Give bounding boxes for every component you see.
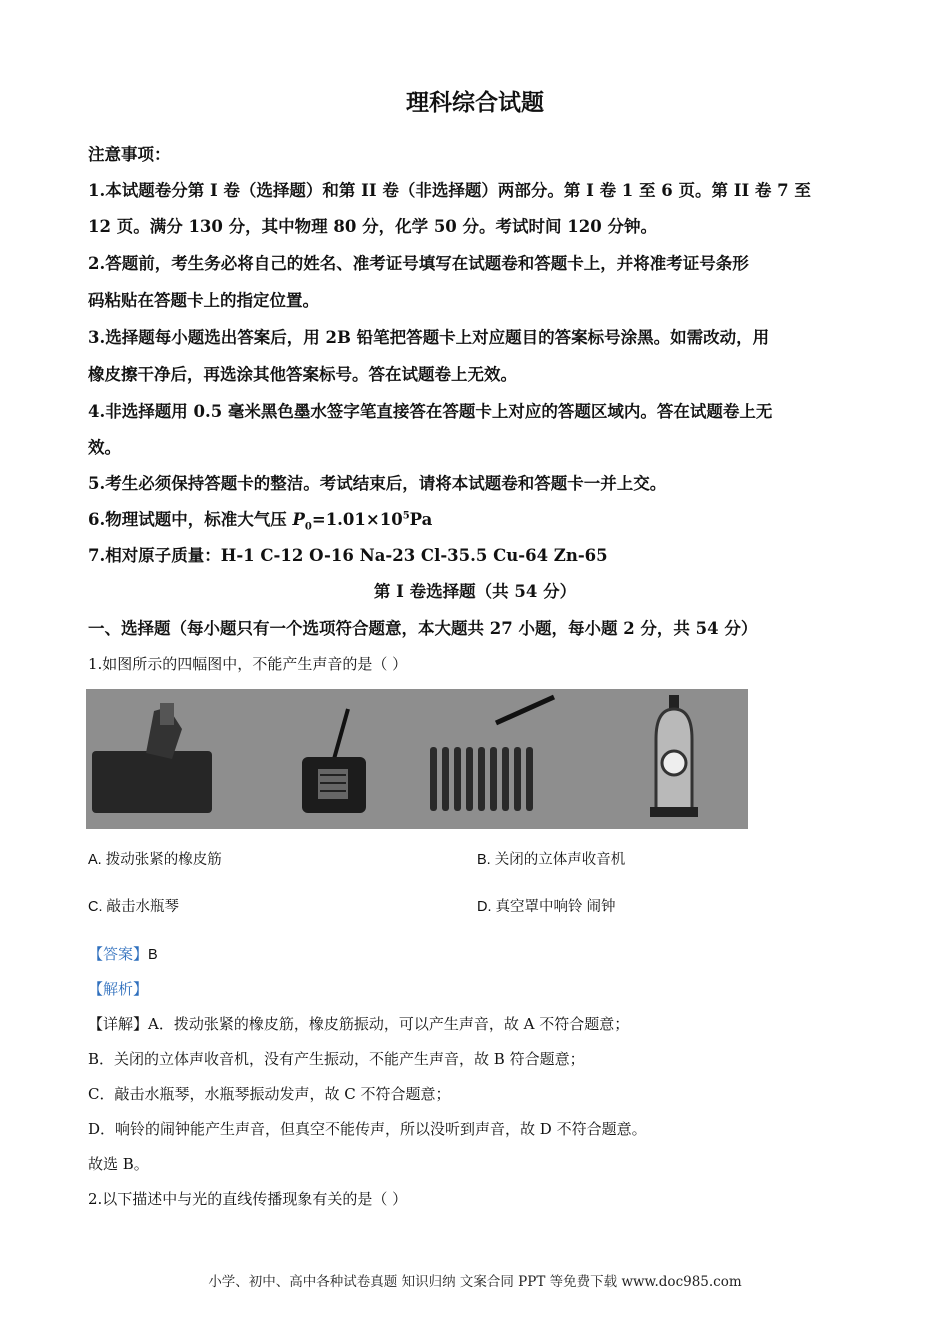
notice-line-1: 1.本试题卷分第 I 卷（选择题）和第 II 卷（非选择题）两部分。第 I 卷 1 至 6 页。第 II 卷 7 至 — [88, 181, 811, 200]
section-title: 一、选择题（每小题只有一个选项符合题意，本大题共 27 小题，每小题 2 分，共 54 分） — [88, 619, 758, 638]
page-title: 理科综合试题 — [406, 89, 544, 116]
notice-line-10: 6.物理试题中，标准大气压 $P_0=1.01\times 10^5Pa$ — [88, 510, 433, 533]
notice-line-3: 2.答题前，考生务必将自己的姓名、准考证号填写在试题卷和答题卡上，并将准考证号条形 — [88, 254, 749, 273]
notice-line-5: 3.选择题每小题选出答案后，用 2B 铅笔把答题卡上对应题目的答案标号涂黑。如需改动，用 — [88, 328, 770, 347]
question-1-figure — [86, 689, 748, 829]
option-a: A. 拨动张紧的橡皮筋 — [88, 852, 222, 868]
option-b: B. 关闭的立体声收音机 — [477, 852, 626, 868]
detail-line-5: 故选 B。 — [88, 1155, 149, 1173]
detail-line-4: D．响铃的闹钟能产生声音，但真空不能传声，所以没听到声音，故 D 不符合题意。 — [88, 1120, 647, 1138]
notice-line-9: 5.考生必须保持答题卡的整洁。考试结束后，请将本试题卷和答题卡一并上交。 — [88, 474, 667, 493]
page-footer: 小学、初中、高中各种试卷真题 知识归纳 文案合同 PPT 等免费下载 www.doc985.com — [208, 1274, 742, 1290]
answer-tag: 【答案】 — [88, 945, 149, 963]
notice-line-6: 橡皮擦干净后，再选涂其他答案标号。答在试题卷上无效。 — [88, 365, 517, 384]
analysis-tag: 【解析】 — [88, 980, 149, 998]
answer-value: B — [148, 947, 158, 963]
option-c: C. 敲击水瓶琴 — [88, 899, 180, 915]
notice-line-7: 4.非选择题用 0.5 毫米黑色墨水签字笔直接答在答题卡上对应的答题区域内。答在试题卷上无 — [88, 402, 773, 421]
detail-line-2: B．关闭的立体声收音机，没有产生振动，不能产生声音，故 B 符合题意； — [88, 1050, 585, 1068]
option-d: D. 真空罩中响铃 闹钟 — [477, 899, 616, 915]
notice-line-8: 效。 — [88, 438, 121, 457]
detail-line-3: C．敲击水瓶琴，水瓶琴振动发声，故 C 不符合题意； — [88, 1085, 451, 1103]
part-title: 第 I 卷选择题（共 54 分） — [373, 582, 577, 601]
notice-line-11: 7.相对原子质量：H-1 C-12 O-16 Na-23 Cl-35.5 Cu-64 Zn-65 — [88, 546, 608, 565]
question-2-stem: 2.以下描述中与光的直线传播现象有关的是（ ） — [88, 1190, 408, 1208]
detail-line-1: 【详解】A．拨动张紧的橡皮筋，橡皮筋振动，可以产生声音，故 A 不符合题意； — [88, 1015, 630, 1033]
notice-line-4: 码粘贴在答题卡上的指定位置。 — [88, 291, 319, 310]
answer-line — [88, 943, 158, 964]
notice-line-2: 12 页。满分 130 分，其中物理 80 分，化学 50 分。考试时间 120 分钟。 — [88, 217, 657, 236]
question-1-stem: 1.如图所示的四幅图中，不能产生声音的是（ ） — [88, 655, 408, 673]
notice-heading: 注意事项： — [88, 145, 171, 164]
